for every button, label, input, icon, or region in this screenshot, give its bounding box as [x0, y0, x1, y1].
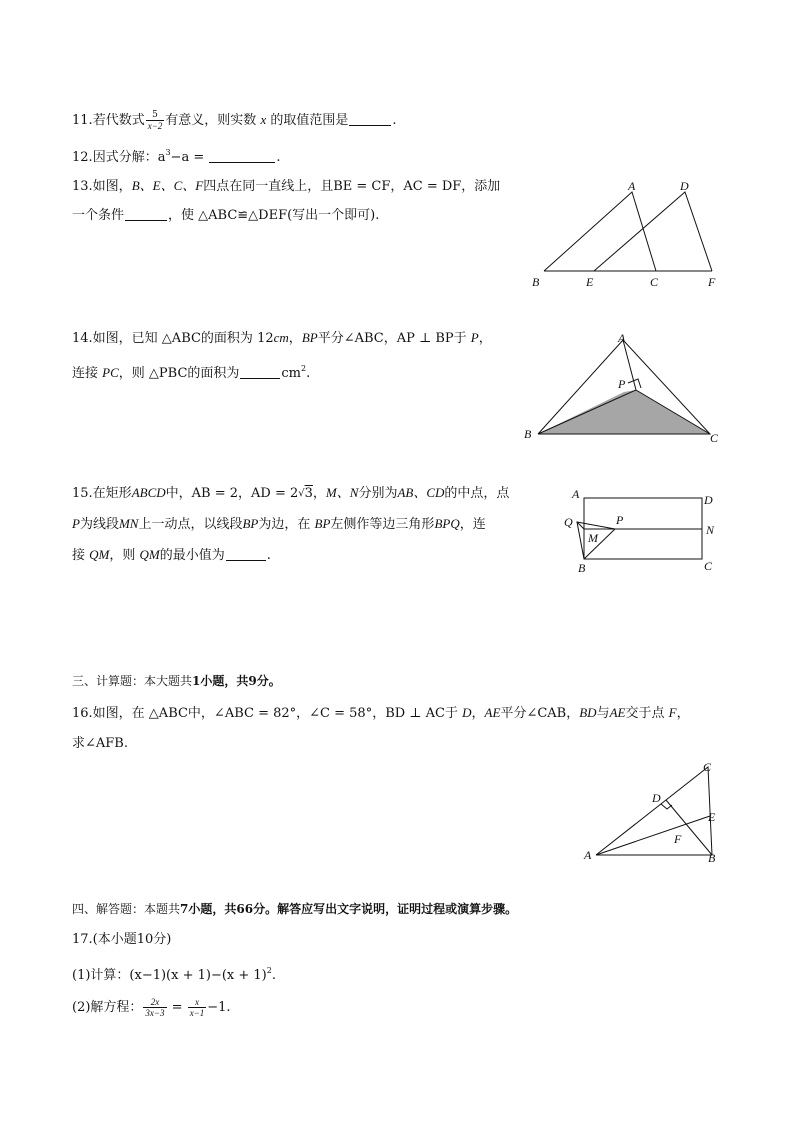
q16-text4: 与	[596, 706, 610, 721]
q15-label-a: A	[572, 487, 580, 501]
q15-answer-blank[interactable]	[226, 547, 266, 561]
q17-part1-text: (1)计算：(x−1)(x + 1)−(x + 1)	[72, 968, 267, 983]
q15-bp2: BP	[314, 516, 331, 531]
q16-text: 16.如图，在 △ABC中，∠ABC = 82°，∠C = 58°，BD ⊥ AC于	[72, 706, 458, 721]
q14-unit: cm	[273, 330, 289, 345]
section-3-heading	[72, 673, 281, 689]
question-12	[72, 144, 281, 167]
q16-text6: ，	[676, 706, 690, 721]
q16-label-f: F	[674, 832, 682, 846]
question-17-header	[72, 931, 171, 949]
q16-figure	[576, 758, 726, 870]
question-16-line1	[72, 704, 690, 723]
q11-answer-blank[interactable]	[349, 112, 391, 126]
question-13-line1	[72, 177, 500, 196]
q15-label-c: C	[704, 559, 713, 573]
q14-figure	[520, 330, 726, 446]
q17-f2-num: x	[188, 997, 207, 1008]
q15-text2: 中，AB = 2，AD = 2	[165, 486, 299, 501]
question-13-line2	[72, 207, 379, 225]
q17-head: 17.(本小题10分)	[72, 932, 172, 947]
q15-text6: 为线段	[79, 517, 119, 532]
section-4-heading	[72, 901, 517, 917]
q15-qm: QM	[89, 547, 110, 562]
q14-answer-blank[interactable]	[240, 365, 280, 379]
q11-var: x	[260, 112, 267, 127]
q16-label-d: D	[652, 791, 661, 805]
q14-end: .	[306, 366, 311, 381]
q15-text13: 的最小值为	[159, 548, 225, 563]
q14-text2: ，	[288, 331, 302, 346]
q15-text11: 接	[72, 548, 86, 563]
q15-label-d: D	[704, 493, 713, 507]
q13-text: 13.如图，	[72, 179, 132, 194]
q12-end: .	[276, 150, 281, 165]
q14-text6: ，则 △PBC的面积为	[118, 366, 240, 381]
sec3-score: 9	[248, 674, 257, 688]
q16-bd: BD	[579, 705, 597, 720]
question-11	[72, 110, 397, 131]
q15-qm2: QM	[139, 547, 160, 562]
q14-label-p: P	[618, 377, 626, 391]
q15-label-m: M	[588, 531, 598, 545]
q14-text4: ，	[478, 331, 492, 346]
question-15-line2	[72, 515, 486, 534]
q15-text9: 左侧作等边三角形	[330, 517, 435, 532]
q14-text3: 平分∠ABC，AP ⊥ BP于	[317, 331, 467, 346]
q15-figure	[560, 484, 726, 576]
q13-label-c: C	[650, 275, 659, 289]
q16-label-a: A	[584, 848, 592, 862]
q16-ask: 求∠AFB.	[72, 736, 128, 751]
q15-bpq: BPQ	[434, 516, 460, 531]
q14-sup: 2	[301, 364, 307, 373]
q14-shaded-triangle	[538, 390, 710, 434]
q14-bp: BP	[301, 330, 318, 345]
q16-text5: 交于点	[625, 706, 665, 721]
q15-text12: ，则	[109, 548, 136, 563]
q15-mn2: MN	[118, 516, 139, 531]
q14-pc: PC	[102, 365, 119, 380]
q15-p: P	[72, 516, 80, 531]
q16-text2: ，	[471, 706, 485, 721]
q15-label-b: B	[578, 561, 586, 575]
q15-bp: BP	[242, 516, 259, 531]
q17-f2-den: x−1	[189, 1008, 205, 1018]
sec4-text3: 分。解答应写出文字说明，证明过程或演算步骤。	[253, 902, 518, 916]
q12-answer-blank[interactable]	[209, 149, 275, 163]
sec3-text: 三、计算题：本大题共	[72, 674, 193, 688]
q14-p: P	[470, 330, 479, 345]
q16-f: F	[668, 705, 677, 720]
q17-part2-text: (2)解方程：	[72, 1000, 143, 1015]
q12-number: 12.	[72, 150, 93, 165]
q15-ab-cd: AB、CD	[397, 485, 445, 500]
q12-text: 因式分解：a	[92, 150, 166, 165]
q13-text2: 四点在同一直线上，且BE = CF，AC = DF，添加	[203, 179, 501, 194]
q14-area: 12	[257, 331, 274, 346]
q11-text: 若代数式	[92, 113, 145, 128]
question-14-line2	[72, 360, 310, 383]
q13-points: B、E、C、F	[131, 178, 204, 193]
q11-fraction	[146, 110, 165, 131]
sec4-score: 66	[236, 902, 254, 916]
question-14-line1	[72, 329, 492, 348]
q14-label-b: B	[524, 427, 532, 441]
sec4-text: 四、解答题：本题共	[72, 902, 181, 916]
q11-frac-num: 5	[146, 110, 165, 121]
q12-text2: −a =	[170, 150, 205, 165]
question-16-line2	[72, 735, 128, 753]
q13-label-b: B	[532, 275, 540, 289]
q15-mn: M、N	[325, 485, 359, 500]
question-17-part1	[72, 962, 276, 985]
sec4-count: 7	[180, 902, 189, 916]
sec4-text2: 小题，共	[188, 902, 237, 916]
q15-text: 15.在矩形	[72, 486, 132, 501]
q17-part2-end: −1.	[207, 1000, 231, 1015]
q14-label-a: A	[618, 331, 626, 345]
q13-label-d: D	[680, 179, 689, 193]
q16-d: D	[462, 705, 472, 720]
q13-text4: ，使 △ABC≌△DEF(写出一个即可).	[168, 208, 380, 223]
q15-text3: ，	[312, 486, 326, 501]
q17-f1-num: 2x	[143, 997, 166, 1008]
q16-ae2: AE	[609, 705, 626, 720]
q14-text: 14.如图，已知 △ABC的面积为	[72, 331, 253, 346]
q13-label-a: A	[628, 179, 636, 193]
q11-frac-den: x−2	[147, 121, 163, 131]
q15-text8: 为边，在	[258, 517, 311, 532]
q16-label-c: C	[703, 760, 712, 774]
sec3-text3: 分。	[256, 674, 281, 688]
q15-text10: ，连	[459, 517, 486, 532]
sec3-text2: 小题，共	[200, 674, 249, 688]
question-15-line1: 15.在矩形ABCD中，AB = 2，AD = 2√3，M、N分别为AB、CD的中点，点	[72, 485, 510, 501]
q16-label-e: E	[708, 810, 716, 824]
q14-text5: 连接	[72, 366, 99, 381]
q11-text2: 有意义，则实数	[165, 113, 257, 128]
q17-f1-den: 3x−3	[145, 1008, 165, 1018]
q17-part1-sup: 2	[266, 966, 272, 975]
q14-unit2: cm	[281, 366, 302, 381]
q15-sqrt: 3	[304, 486, 313, 501]
question-15-line3	[72, 546, 271, 565]
q17-equals: =	[171, 1000, 183, 1015]
q16-ae: AE	[484, 705, 501, 720]
q15-end: .	[266, 548, 271, 563]
q15-label-n: N	[706, 523, 715, 537]
q16-label-b: B	[708, 851, 716, 865]
question-17-part2	[72, 997, 231, 1018]
q13-text3: 一个条件	[72, 208, 125, 223]
q16-text3: 平分∠CAB，	[500, 706, 580, 721]
q13-figure	[528, 176, 728, 292]
q11-end: .	[392, 113, 397, 128]
q13-label-f: F	[708, 275, 716, 289]
q13-answer-blank[interactable]	[125, 207, 167, 221]
q17-fraction-1	[143, 997, 166, 1018]
q15-text5: 的中点，点	[444, 486, 510, 501]
sec3-count: 1	[192, 674, 201, 688]
q13-label-e: E	[586, 275, 594, 289]
q15-text7: 上一动点，以线段	[138, 517, 243, 532]
q17-part1-end: .	[271, 968, 276, 983]
q11-number: 11.	[72, 113, 93, 128]
q15-abcd: ABCD	[131, 485, 166, 500]
q15-label-q: Q	[564, 515, 573, 529]
q14-label-c: C	[710, 431, 719, 445]
q17-fraction-2	[188, 997, 207, 1018]
q15-text4: 分别为	[358, 486, 398, 501]
q15-label-p: P	[616, 513, 624, 527]
q11-text3: 的取值范围是	[270, 113, 349, 128]
q12-sup: 3	[165, 148, 171, 157]
